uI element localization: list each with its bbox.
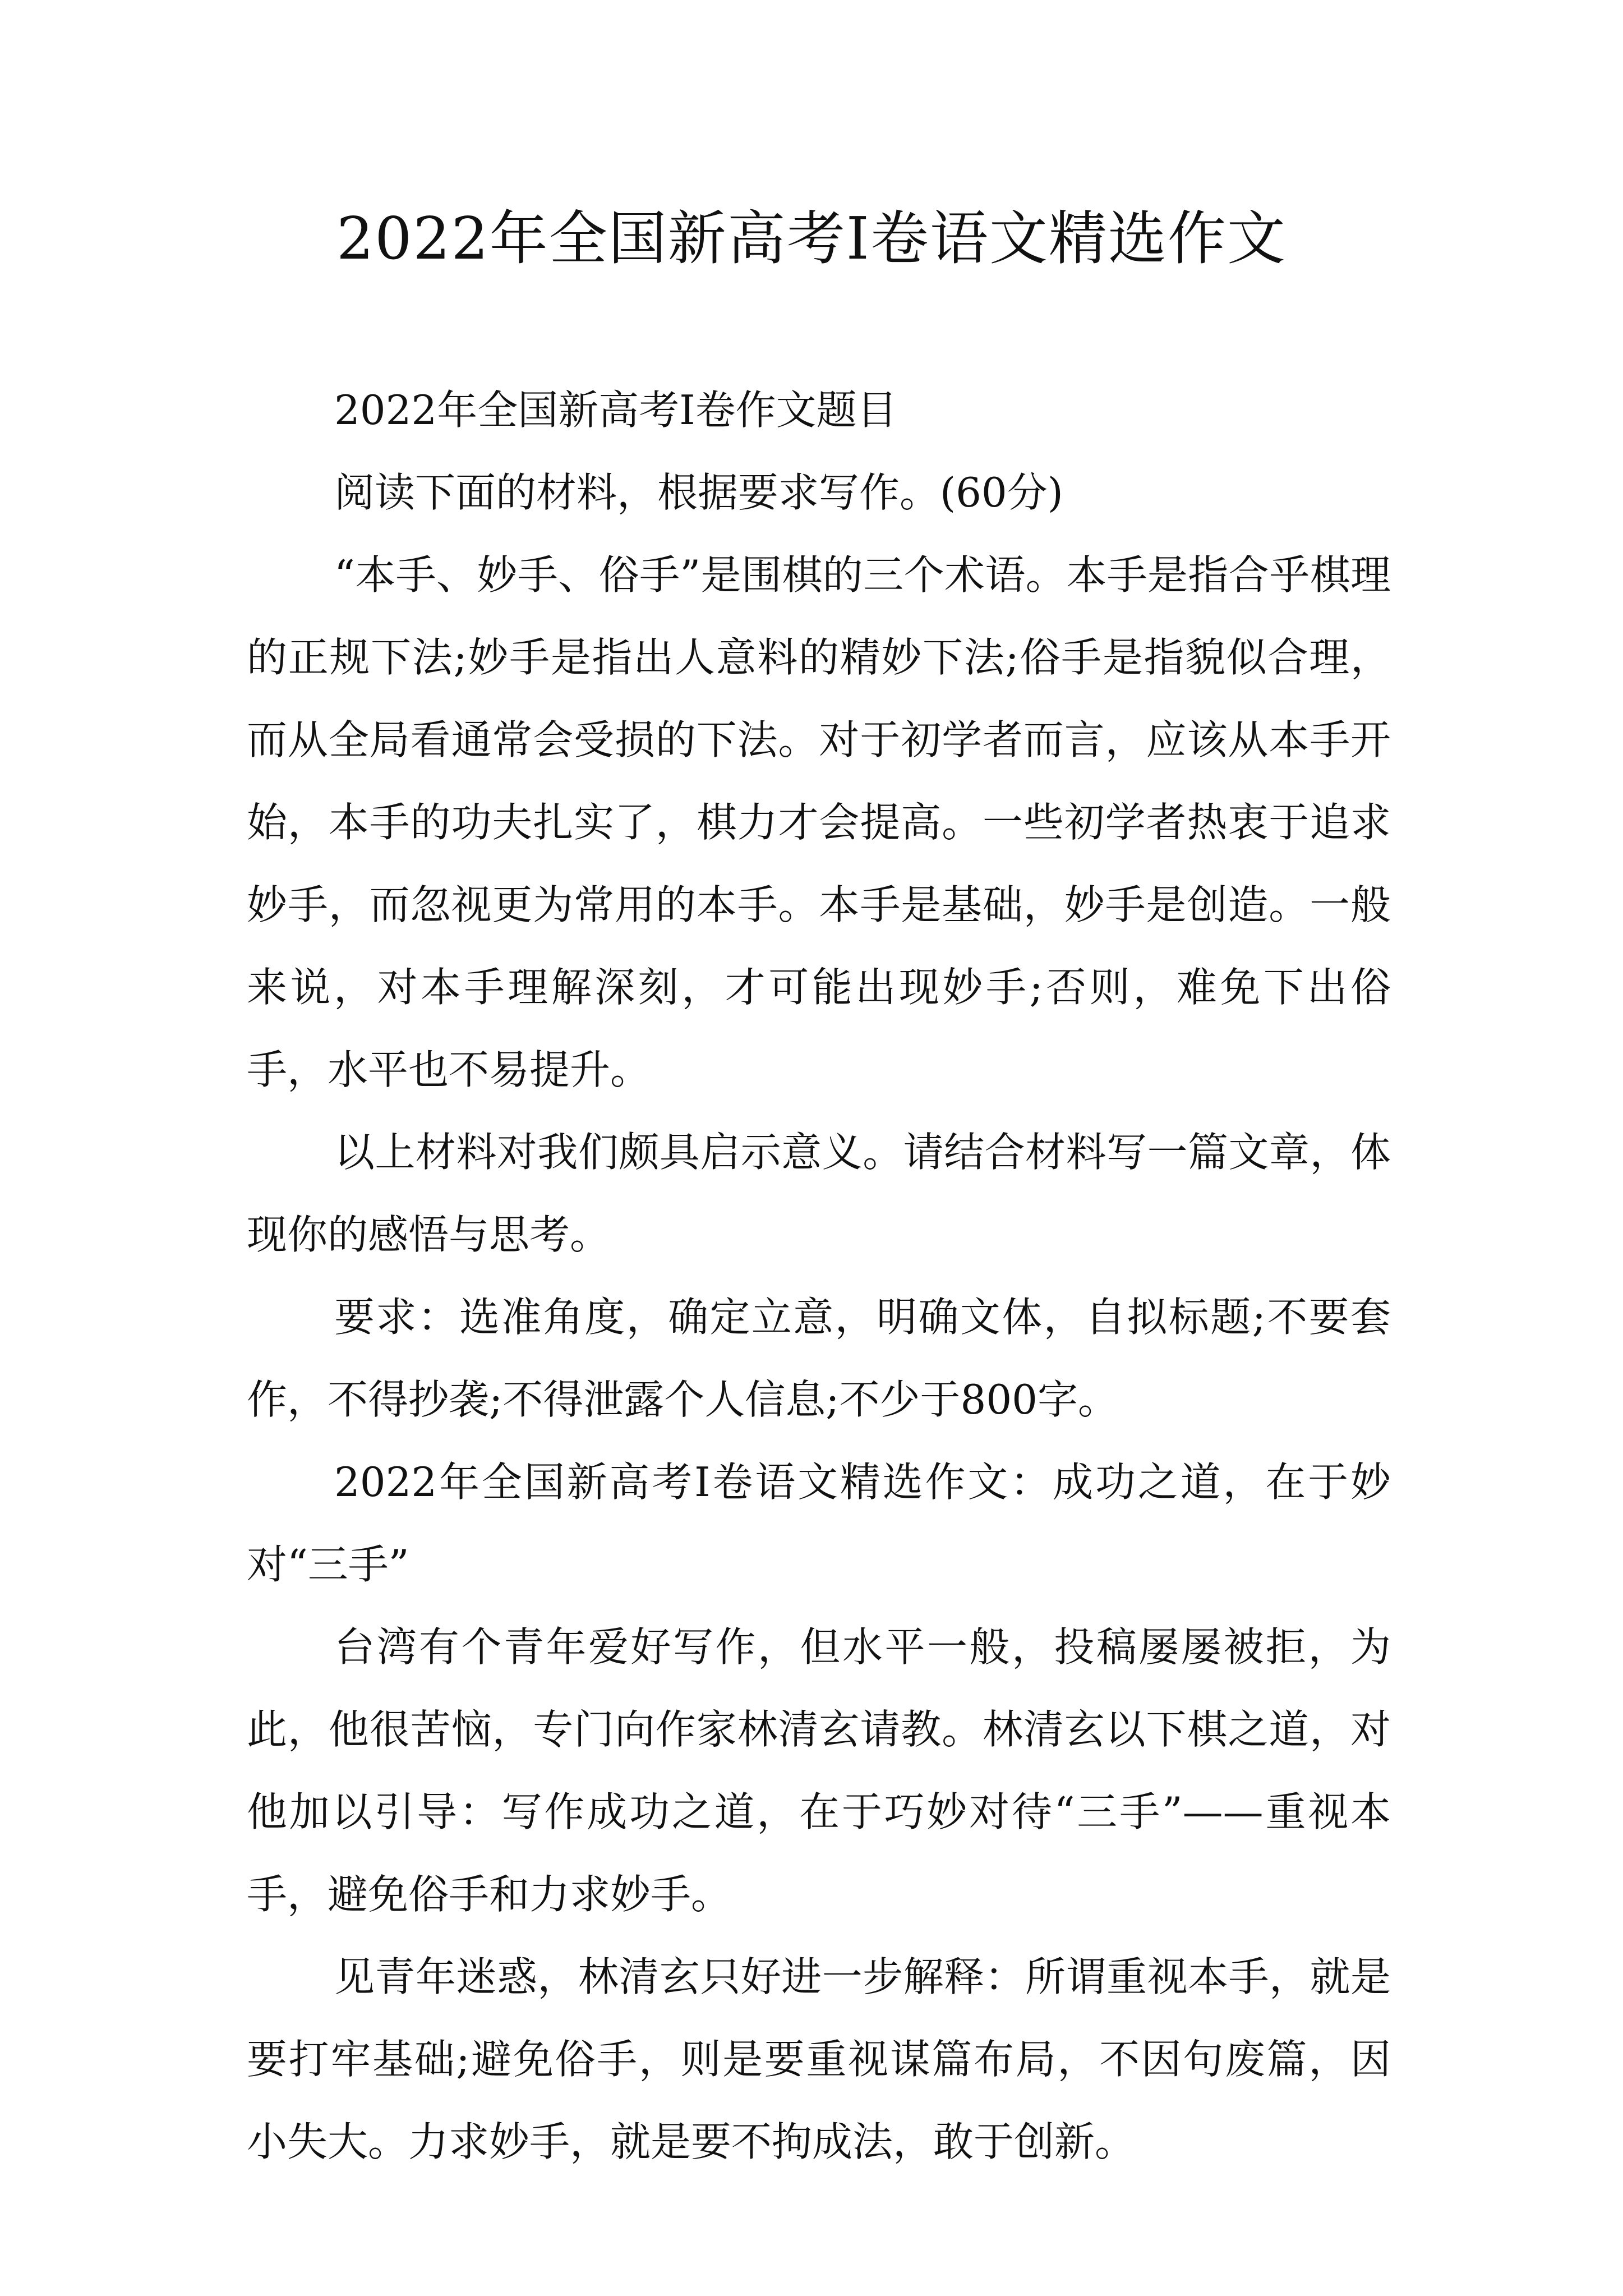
essay-heading: 2022年全国新高考Ⅰ卷语文精选作文：成功之道，在于妙对“三手”: [247, 1458, 1391, 1588]
prompt-task: 以上材料对我们颇具启示意义。请结合材料写一篇文章，体现你的感悟与思考。: [247, 1129, 1391, 1258]
essay-paragraph: 见青年迷惑，林清玄只好进一步解释：所谓重视本手，就是要打牢基础;避免俗手，则是要重视谋篇布局，不因句废篇，因小失大。力求妙手，就是要不拘成法，敢于创新。: [247, 1953, 1391, 2165]
essay-paragraph: 台湾有个青年爱好写作，但水平一般，投稿屡屡被拒，为此，他很苦恼，专门向作家林清玄请教。林清玄以下棋之道，对他加以引导：写作成功之道，在于巧妙对待“三手”——重视本手，避免俗手和力求妙手。: [247, 1623, 1391, 1918]
document-title: 2022年全国新高考Ⅰ卷语文精选作文: [336, 204, 1287, 273]
prompt-requirements: 要求：选准角度，确定立意，明确文体，自拟标题;不要套作，不得抄袭;不得泄露个人信息;不少于800字。: [247, 1294, 1391, 1423]
prompt-material: “本手、妙手、俗手”是围棋的三个术语。本手是指合乎棋理的正规下法;妙手是指出人意料的精妙下法;俗手是指貌似合理，而从全局看通常会受损的下法。对于初学者而言，应该从本手开始，本手的功夫扎实了，棋力才会提高。一些初学者热衷于追求妙手，而忽视更为常用的本手。本手是基础，妙手是创造。一般来说，对本手理解深刻，才可能出现妙手;否则，难免下出俗手，水平也不易提升。: [247, 551, 1391, 1093]
document-body: [247, 369, 1391, 2183]
essay-prompt-heading: 2022年全国新高考Ⅰ卷作文题目: [334, 386, 897, 434]
prompt-instruction: 阅读下面的材料，根据要求写作。(60分): [334, 469, 1063, 516]
